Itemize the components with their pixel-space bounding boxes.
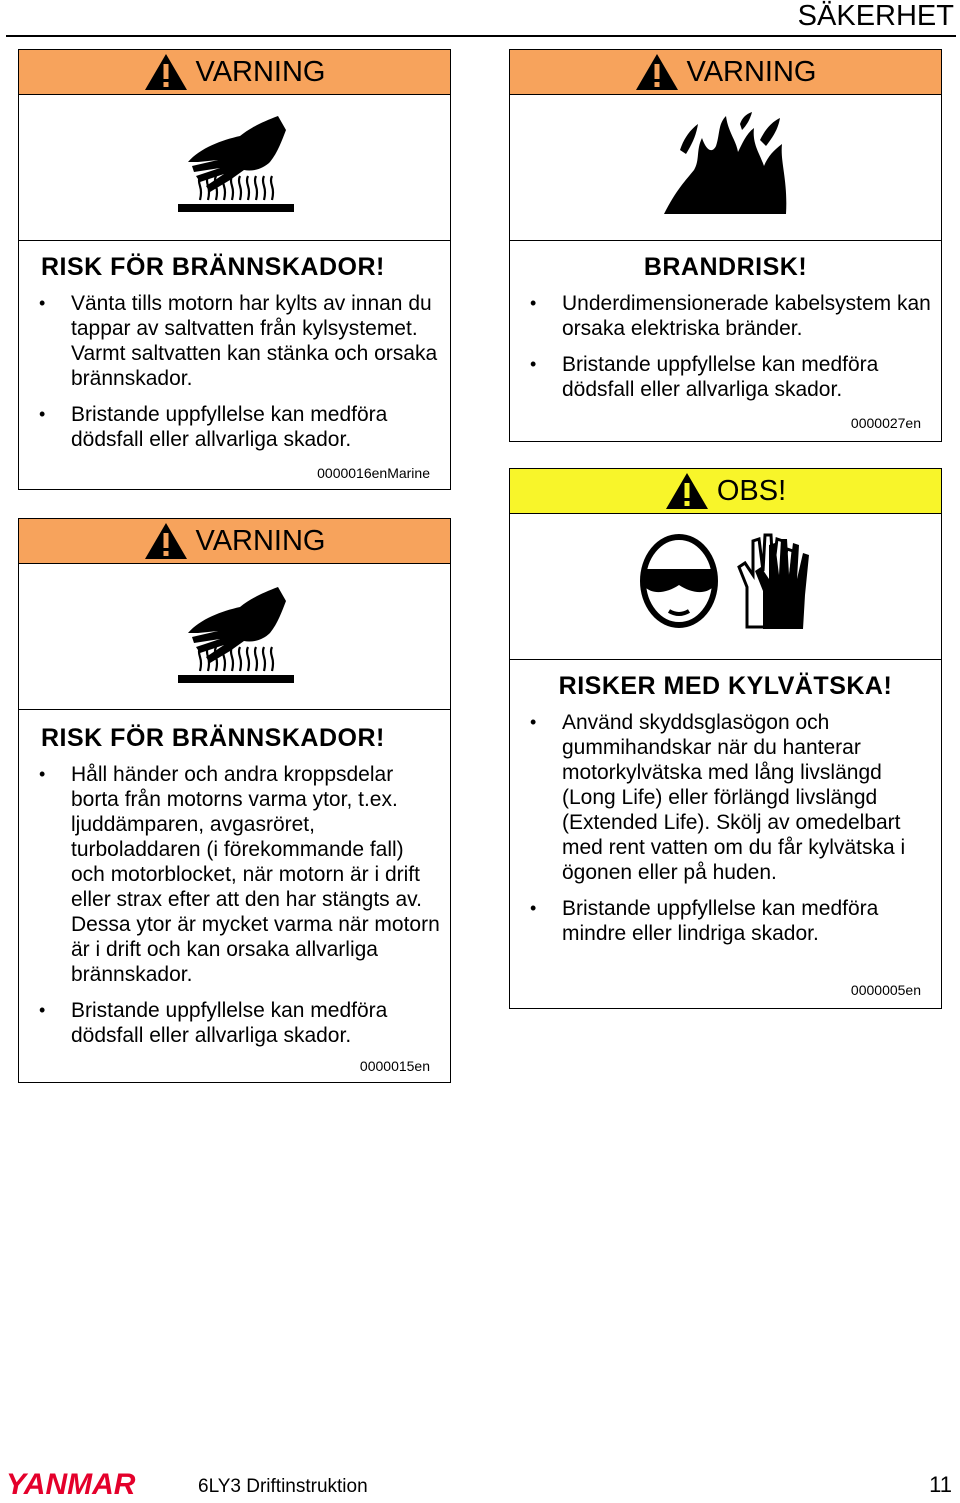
document-title: 6LY3 Driftinstruktion: [198, 1476, 368, 1497]
warning-box-burn-hot-surfaces: [18, 518, 451, 1083]
label-code: 0000005en: [850, 982, 921, 998]
signal-word: VARNING: [195, 524, 326, 557]
yanmar-logo: [6, 1468, 181, 1503]
label-code: 0000016enMarine: [317, 465, 430, 481]
signal-word: VARNING: [686, 55, 817, 88]
message-panel: [19, 709, 450, 1082]
brand-wordmark: YANMAR: [6, 1468, 136, 1498]
fire-pictogram: [510, 110, 941, 220]
bullet-item: • Vänta tills motorn har kylts av innan du tappar av saltvatten från kylsystemet. Varmt saltvatten kan stänka och orsaka brännskador.: [39, 291, 440, 391]
warning-triangle-icon: [635, 53, 679, 91]
rubber-gloves-icon: [733, 531, 813, 631]
warning-box-burn-saltwater: [18, 49, 451, 490]
signal-header: [19, 519, 450, 564]
hot-surface-icon: [170, 581, 300, 691]
hazard-title: RISKER MED KYLVÄTSKA!: [558, 672, 893, 700]
ppe-pictogram: [510, 531, 941, 631]
message-panel: [19, 240, 450, 489]
hazard-title: BRANDRISK!: [643, 253, 808, 281]
warning-triangle-icon: [144, 53, 188, 91]
flame-icon: [656, 110, 796, 220]
label-code: 0000027en: [850, 415, 921, 431]
signal-header: [19, 50, 450, 95]
hot-surface-icon: [170, 110, 300, 220]
hazard-bullets: [530, 291, 931, 413]
warning-triangle-icon: [665, 472, 709, 510]
signal-word: OBS!: [716, 474, 787, 507]
message-panel: [510, 240, 941, 441]
signal-header: [510, 50, 941, 95]
hot-surface-pictogram: [19, 110, 450, 220]
bullet-item: • Bristande uppfyllelse kan medföra dödsfall eller allvarliga skador.: [39, 998, 440, 1048]
bullet-item: • Bristande uppfyllelse kan medföra dödsfall eller allvarliga skador.: [39, 402, 440, 452]
message-panel: [510, 659, 941, 1008]
warning-box-fire: [509, 49, 942, 442]
label-code: 0000015en: [359, 1058, 430, 1074]
yanmar-logo-icon: [6, 1468, 181, 1498]
bullet-item: • Bristande uppfyllelse kan medföra dödsfall eller allvarliga skador.: [530, 352, 931, 402]
hazard-bullets: [530, 710, 931, 957]
safety-goggles-icon: [639, 531, 719, 631]
bullet-item: • Bristande uppfyllelse kan medföra mindre eller lindriga skador.: [530, 896, 931, 946]
bullet-item: • Håll händer och andra kroppsdelar borta från motorns varma ytor, t.ex. ljuddämparen, avgasröret, turboladdaren (i förekommande fall) och motorblocket, när motorn är i drift eller strax efter att den har stängts av. Dessa ytor är mycket varma när motorn är i drift och kan orsaka allvarliga brännskador.: [39, 762, 440, 987]
caution-box-coolant: [509, 468, 942, 1009]
page-number: 11: [929, 1472, 952, 1497]
signal-header: [510, 469, 941, 514]
hazard-bullets: [39, 291, 440, 463]
section-rule: [6, 35, 956, 37]
hazard-title: RISK FÖR BRÄNNSKADOR!: [41, 724, 385, 752]
bullet-item: • Underdimensionerade kabelsystem kan orsaka elektriska bränder.: [530, 291, 931, 341]
signal-word: VARNING: [195, 55, 326, 88]
hot-surface-pictogram: [19, 581, 450, 691]
hazard-bullets: [39, 762, 440, 1059]
section-title: SÄKERHET: [797, 0, 954, 32]
bullet-item: • Använd skyddsglasögon och gummihandskar när du hanterar motorkylvätska med lång livslängd (Long Life) eller förlängd livslängd (Extended Life). Skölj av omedelbart med rent vatten om du får kylvätska i ögonen eller på huden.: [530, 710, 931, 885]
hazard-title: RISK FÖR BRÄNNSKADOR!: [41, 253, 385, 281]
warning-triangle-icon: [144, 522, 188, 560]
